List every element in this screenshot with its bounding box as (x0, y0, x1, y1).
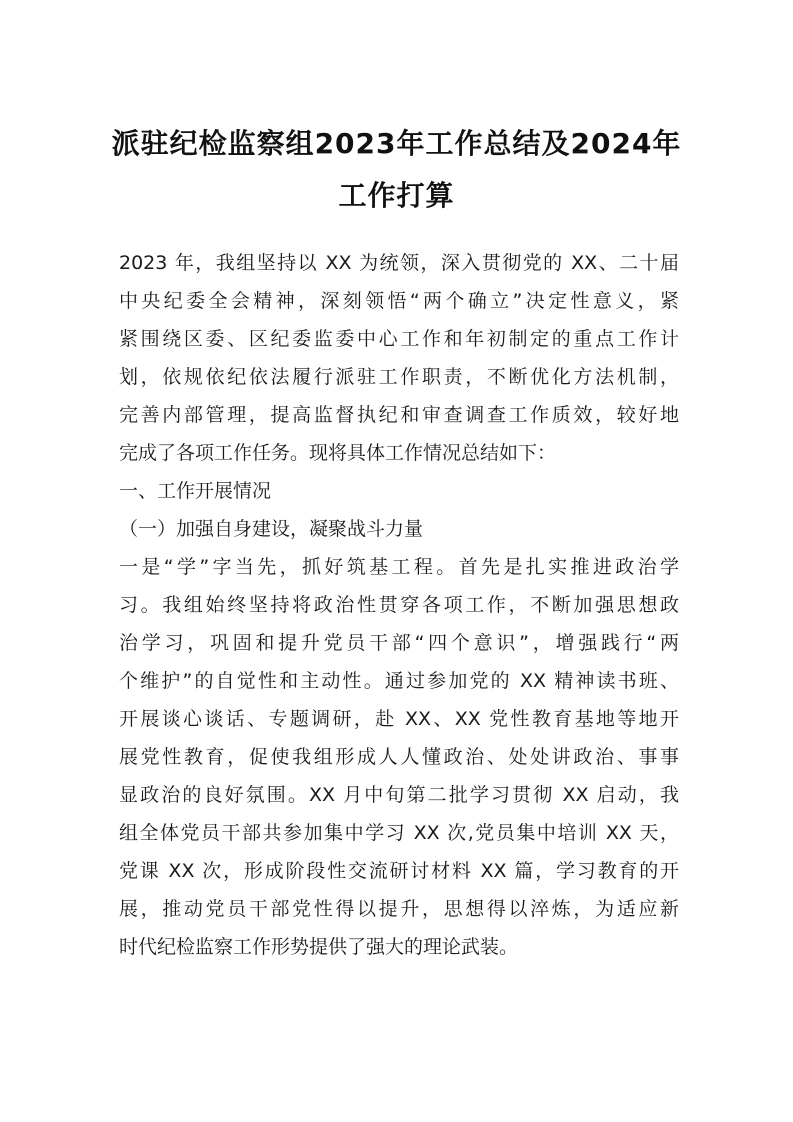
paragraph-line-6: 展党性教育，促使我组形成人人懂政治、处处讲政治、事事 (119, 746, 679, 768)
intro-line-2: 中央纪委全会精神，深刻领悟“两个确立”决定性意义，紧 (119, 290, 679, 312)
paragraph-line-10: 展，推动党员干部党性得以提升，思想得以淬炼，为适应新 (119, 898, 679, 920)
paragraph-line-8: 组全体党员干部共参加集中学习 XX 次,党员集中培训 XX 天， (119, 822, 679, 844)
paragraph-line-5: 开展谈心谈话、专题调研，赴 XX、XX 党性教育基地等地开 (119, 708, 679, 730)
section-heading: 一、工作开展情况 (119, 480, 272, 502)
paragraph-line-9: 党课 XX 次，形成阶段性交流研讨材料 XX 篇，学习教育的开 (119, 860, 679, 882)
intro-line-4: 划，依规依纪依法履行派驻工作职责，不断优化方法机制， (119, 366, 679, 388)
intro-line-5: 完善内部管理，提高监督执纪和审查调查工作质效，较好地 (119, 404, 679, 426)
subsection-heading: （一）加强自身建设，凝聚战斗力量 (119, 518, 424, 540)
paragraph-line-2: 习。我组始终坚持将政治性贯穿各项工作，不断加强思想政 (119, 594, 679, 616)
paragraph-line-3: 治学习，巩固和提升党员干部“四个意识”，增强践行“两 (119, 632, 679, 654)
paragraph-line-1: 一是“学”字当先，抓好筑基工程。首先是扎实推进政治学 (119, 556, 679, 578)
document-body (119, 244, 679, 966)
title-line-1: 派驻纪检监察组2023年工作总结及2024年 (111, 127, 682, 160)
paragraph-line-11: 时代纪检监察工作形势提供了强大的理论武装。 (119, 936, 519, 958)
intro-line-6: 完成了各项工作任务。现将具体工作情况总结如下： (119, 442, 557, 464)
paragraph-line-7: 显政治的良好氛围。XX 月中旬第二批学习贯彻 XX 启动，我 (119, 784, 679, 806)
title-line-2: 工作打算 (338, 179, 455, 212)
paragraph-line-4: 个维护”的自觉性和主动性。通过参加党的 XX 精神读书班、 (119, 670, 679, 692)
intro-line-1: 2023 年，我组坚持以 XX 为统领，深入贯彻党的 XX、二十届 (119, 252, 679, 274)
document-title (110, 118, 683, 222)
intro-line-3: 紧围绕区委、区纪委监委中心工作和年初制定的重点工作计 (119, 328, 679, 350)
